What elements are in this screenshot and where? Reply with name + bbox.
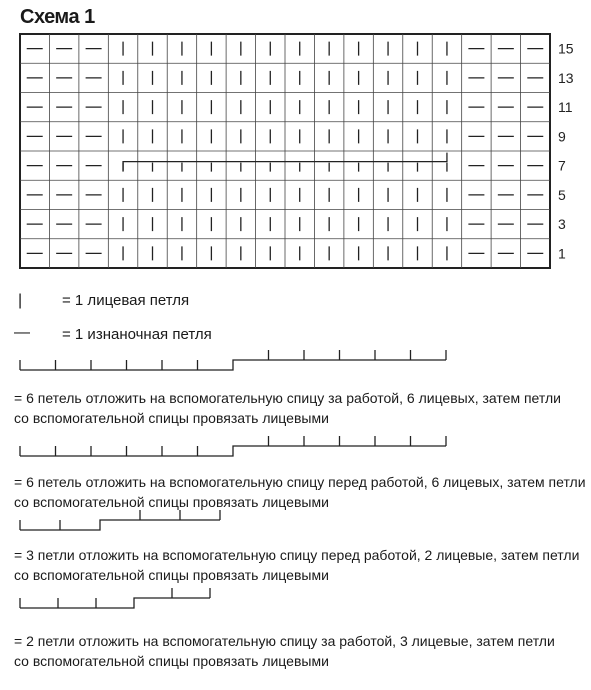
knit-stitch-symbol: |	[18, 292, 23, 309]
row-number: 13	[558, 69, 574, 86]
row-number: 1	[558, 245, 566, 262]
row-number: 5	[558, 186, 566, 203]
cable-3-2-front-symbol	[20, 520, 220, 530]
chart-title: Схема 1	[20, 6, 95, 28]
cable-2-description: = 6 петель отложить на вспомогательную спицу перед работой, 6 лицевых, затем петли со вспомогательной спицы провязать лицевыми	[14, 474, 586, 510]
purl-stitch-symbol: —	[14, 324, 30, 341]
legend-knit-text: = 1 лицевая петля	[62, 292, 190, 309]
row-number: 7	[558, 157, 566, 174]
cable-6-6-front-symbol	[20, 446, 446, 456]
cable-3-description: = 3 петли отложить на вспомогательную спицу перед работой, 2 лицевые, затем петли со вспомогательной спицы провязать лицевыми	[14, 547, 580, 583]
cable-2-3-back-symbol	[20, 598, 210, 608]
row-number: 3	[558, 216, 566, 233]
cable-6-6-back-symbol	[20, 360, 446, 370]
cable-4-description: = 2 петли отложить на вспомогательную спицу за работой, 3 лицевые, затем петли со вспомогательной спицы провязать лицевыми	[14, 633, 555, 669]
cable-1-description: = 6 петель отложить на вспомогательную спицу за работой, 6 лицевых, затем петли со вспомогательной спицы провязать лицевыми	[14, 390, 561, 426]
row-number: 11	[558, 99, 573, 116]
row-number: 9	[558, 128, 566, 145]
legend-purl-text: = 1 изнаночная петля	[62, 326, 212, 343]
row-number: 15	[558, 40, 574, 57]
